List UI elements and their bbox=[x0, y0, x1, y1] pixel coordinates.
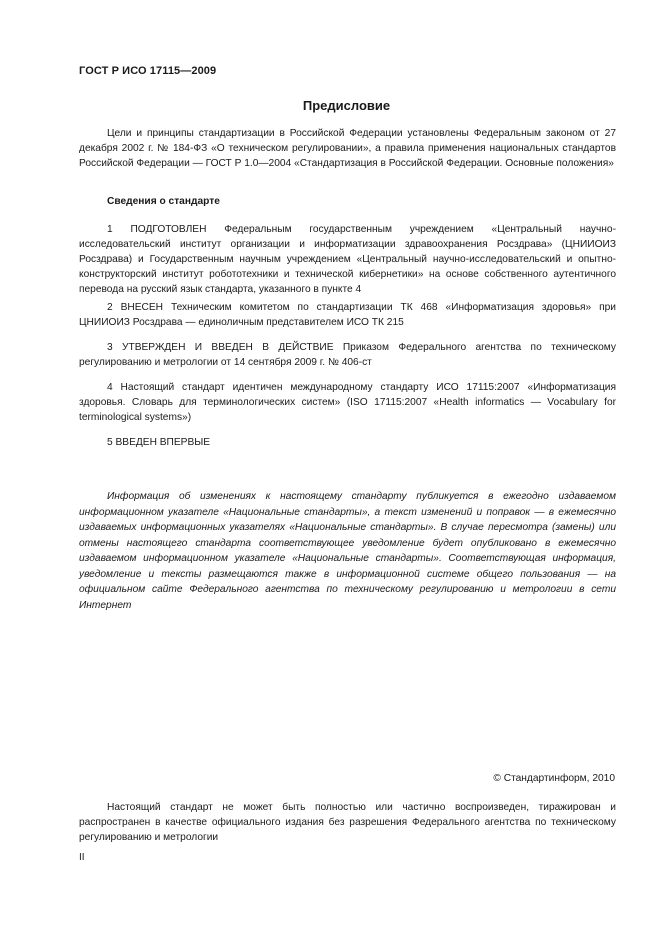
item-5: 5 ВВЕДЕН ВПЕРВЫЕ bbox=[107, 437, 211, 448]
item-2: 2 ВНЕСЕН Техническим комитетом по стандартизации ТК 468 «Информатизация здоровья» при ЦНИИОИЗ Росздрава — единоличным представителем ИСО ТК 215 bbox=[79, 302, 616, 328]
item-3: 3 УТВЕРЖДЕН И ВВЕДЕН В ДЕЙСТВИЕ Приказом Федерального агентства по техническому регулированию и метрологии от 14 сентября 2009 г. № 406-ст bbox=[79, 342, 616, 368]
item-4: 4 Настоящий стандарт идентичен международному стандарту ИСО 17115:2007 «Информатизация здоровья. Словарь для терминологических систем» (ISO 17115:2007 «Health informatics — Vocabulary for terminological systems») bbox=[79, 382, 616, 423]
intro-paragraph: Цели и принципы стандартизации в Российской Федерации установлены Федеральным законом от 27 декабря 2002 г. № 184-ФЗ «О техническом регулировании», а правила применения национальных стандартов Российской Федерации — ГОСТ Р 1.0—2004 «Стандартизация в Российской Федерации. Основные положения» bbox=[79, 128, 616, 169]
page-title: Предисловие bbox=[302, 98, 391, 113]
section-subheading: Сведения о стандарте bbox=[107, 196, 220, 207]
item-1: 1 ПОДГОТОВЛЕН Федеральным государственным учреждением «Центральный научно-исследовательский институт организации и информатизации здравоохранения Росздрава» (ЦНИИОИЗ Росздрава) и Государственным научным учреждением «Центральный научно-исследовательский и опытно-конструкторский институт робототехники и технической кибернетики» на основе собственного аутентичного перевода на русский язык стандарта, указанного в пункте 4 bbox=[79, 224, 616, 295]
page-number: II bbox=[79, 852, 85, 863]
standard-id: ГОСТ Р ИСО 17115—2009 bbox=[79, 65, 217, 77]
copyright: © Стандартинформ, 2010 bbox=[493, 773, 615, 784]
amendments-note: Информация об изменениях к настоящему стандарту публикуется в ежегодно издаваемом информационном указателе «Национальные стандарты», а текст изменений и поправок — в ежемесячно издаваемых информационных указателях «Национальные стандарты». В случае пересмотра (замены) или отмены настоящего стандарта соответствующее уведомление будет опубликовано в ежемесячно издаваемом информационном указателе «Национальные стандарты». Соответствующая информация, уведомление и тексты размещаются также в информационной системе общего пользования — на официальном сайте Федерального агентства по техническому регулированию и метрологии в сети Интернет bbox=[79, 491, 616, 611]
reproduction-notice: Настоящий стандарт не может быть полностью или частично воспроизведен, тиражирован и распространен в качестве официального издания без разрешения Федерального агентства по техническому регулированию и метрологии bbox=[79, 802, 616, 843]
